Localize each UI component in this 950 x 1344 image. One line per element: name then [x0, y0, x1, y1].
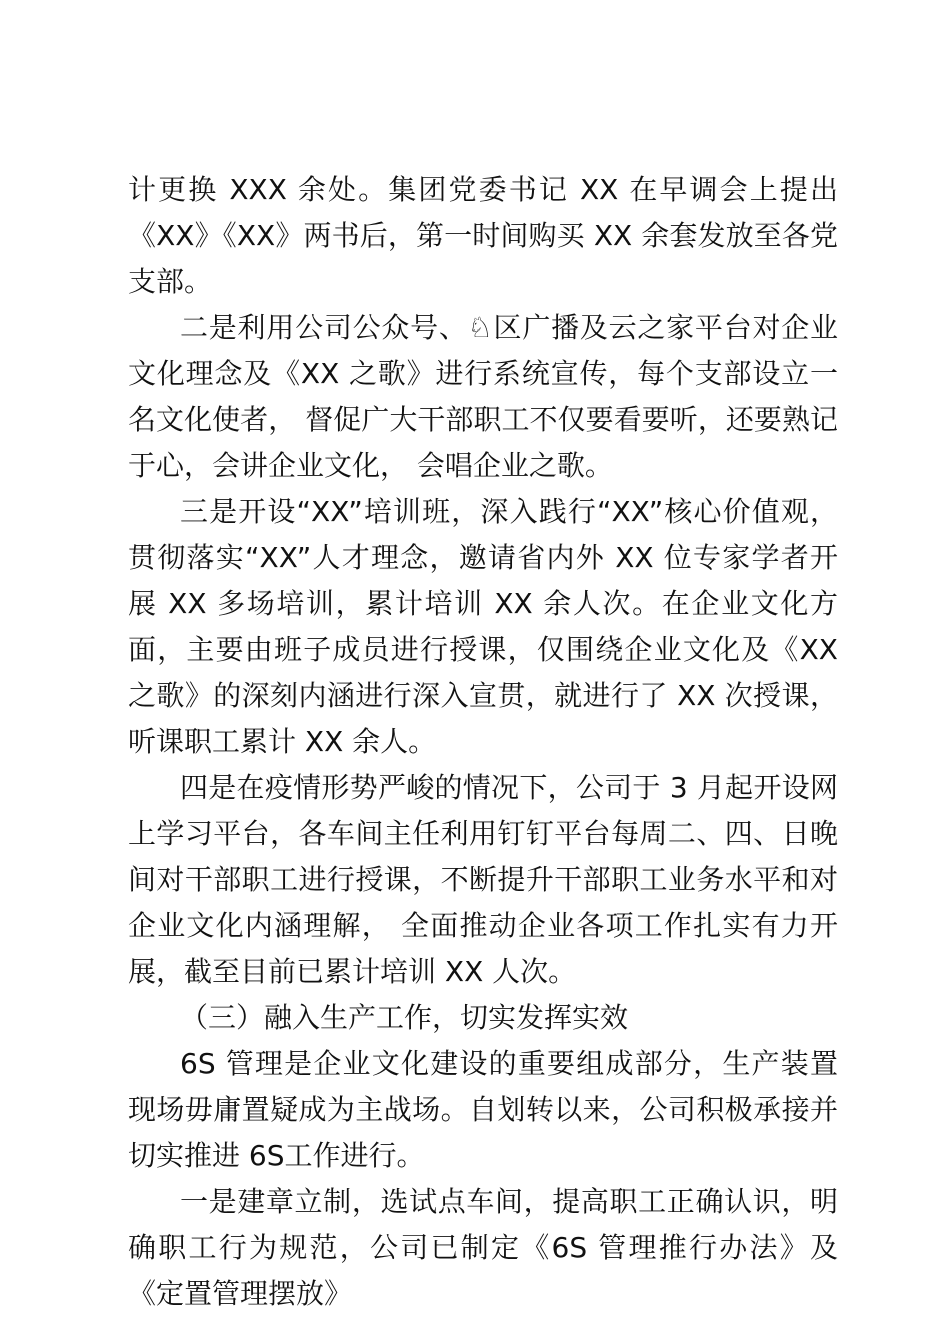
paragraph-rules: 一是建章立制，选试点车间，提高职工正确认识，明确职工行为规范，公司已制定《6S 管理推行办法》及《定置管理摆放》	[128, 1185, 838, 1310]
paragraph-publicity: 二是利用公司公众号、♘区广播及云之家平台对企业文化理念及《XX 之歌》进行系统宣传，每个支部设立一名文化使者， 督促广大干部职工不仅要看要听，还要熟记于心，会讲企业文化， 会唱企业之歌。	[128, 311, 838, 482]
paragraph-training-class: 三是开设“XX”培训班，深入践行“XX”核心价值观，贯彻落实“XX”人才理念，邀请省内外 XX 位专家学者开展 XX 多场培训，累计培训 XX 余人次。在企业文化方面，主要由班子成员进行授课，仅围绕企业文化及《XX 之歌》的深刻内涵进行深入宣贯，就进行了 XX 次授课，听课职工累计 XX 余人。	[128, 495, 838, 758]
section-heading: （三）融入生产工作，切实发挥实效	[180, 1001, 629, 1034]
document-body	[128, 167, 838, 1317]
paragraph-6s-management: 6S 管理是企业文化建设的重要组成部分，生产装置现场毋庸置疑成为主战场。自划转以来，公司积极承接并切实推进 6S工作进行。	[128, 1047, 838, 1172]
paragraph-online-learning: 四是在疫情形势严峻的情况下，公司于 3 月起开设网上学习平台，各车间主任利用钉钉平台每周二、四、日晚间对干部职工进行授课，不断提升干部职工业务水平和对企业文化内涵理解， 全面推动企业各项工作扎实有力开展，截至目前已累计培训 XX 人次。	[128, 771, 838, 988]
paragraph-continued: 计更换 XXX 余处。集团党委书记 XX 在早调会上提出《XX》《XX》两书后，第一时间购买 XX 余套发放至各党支部。	[128, 173, 838, 298]
